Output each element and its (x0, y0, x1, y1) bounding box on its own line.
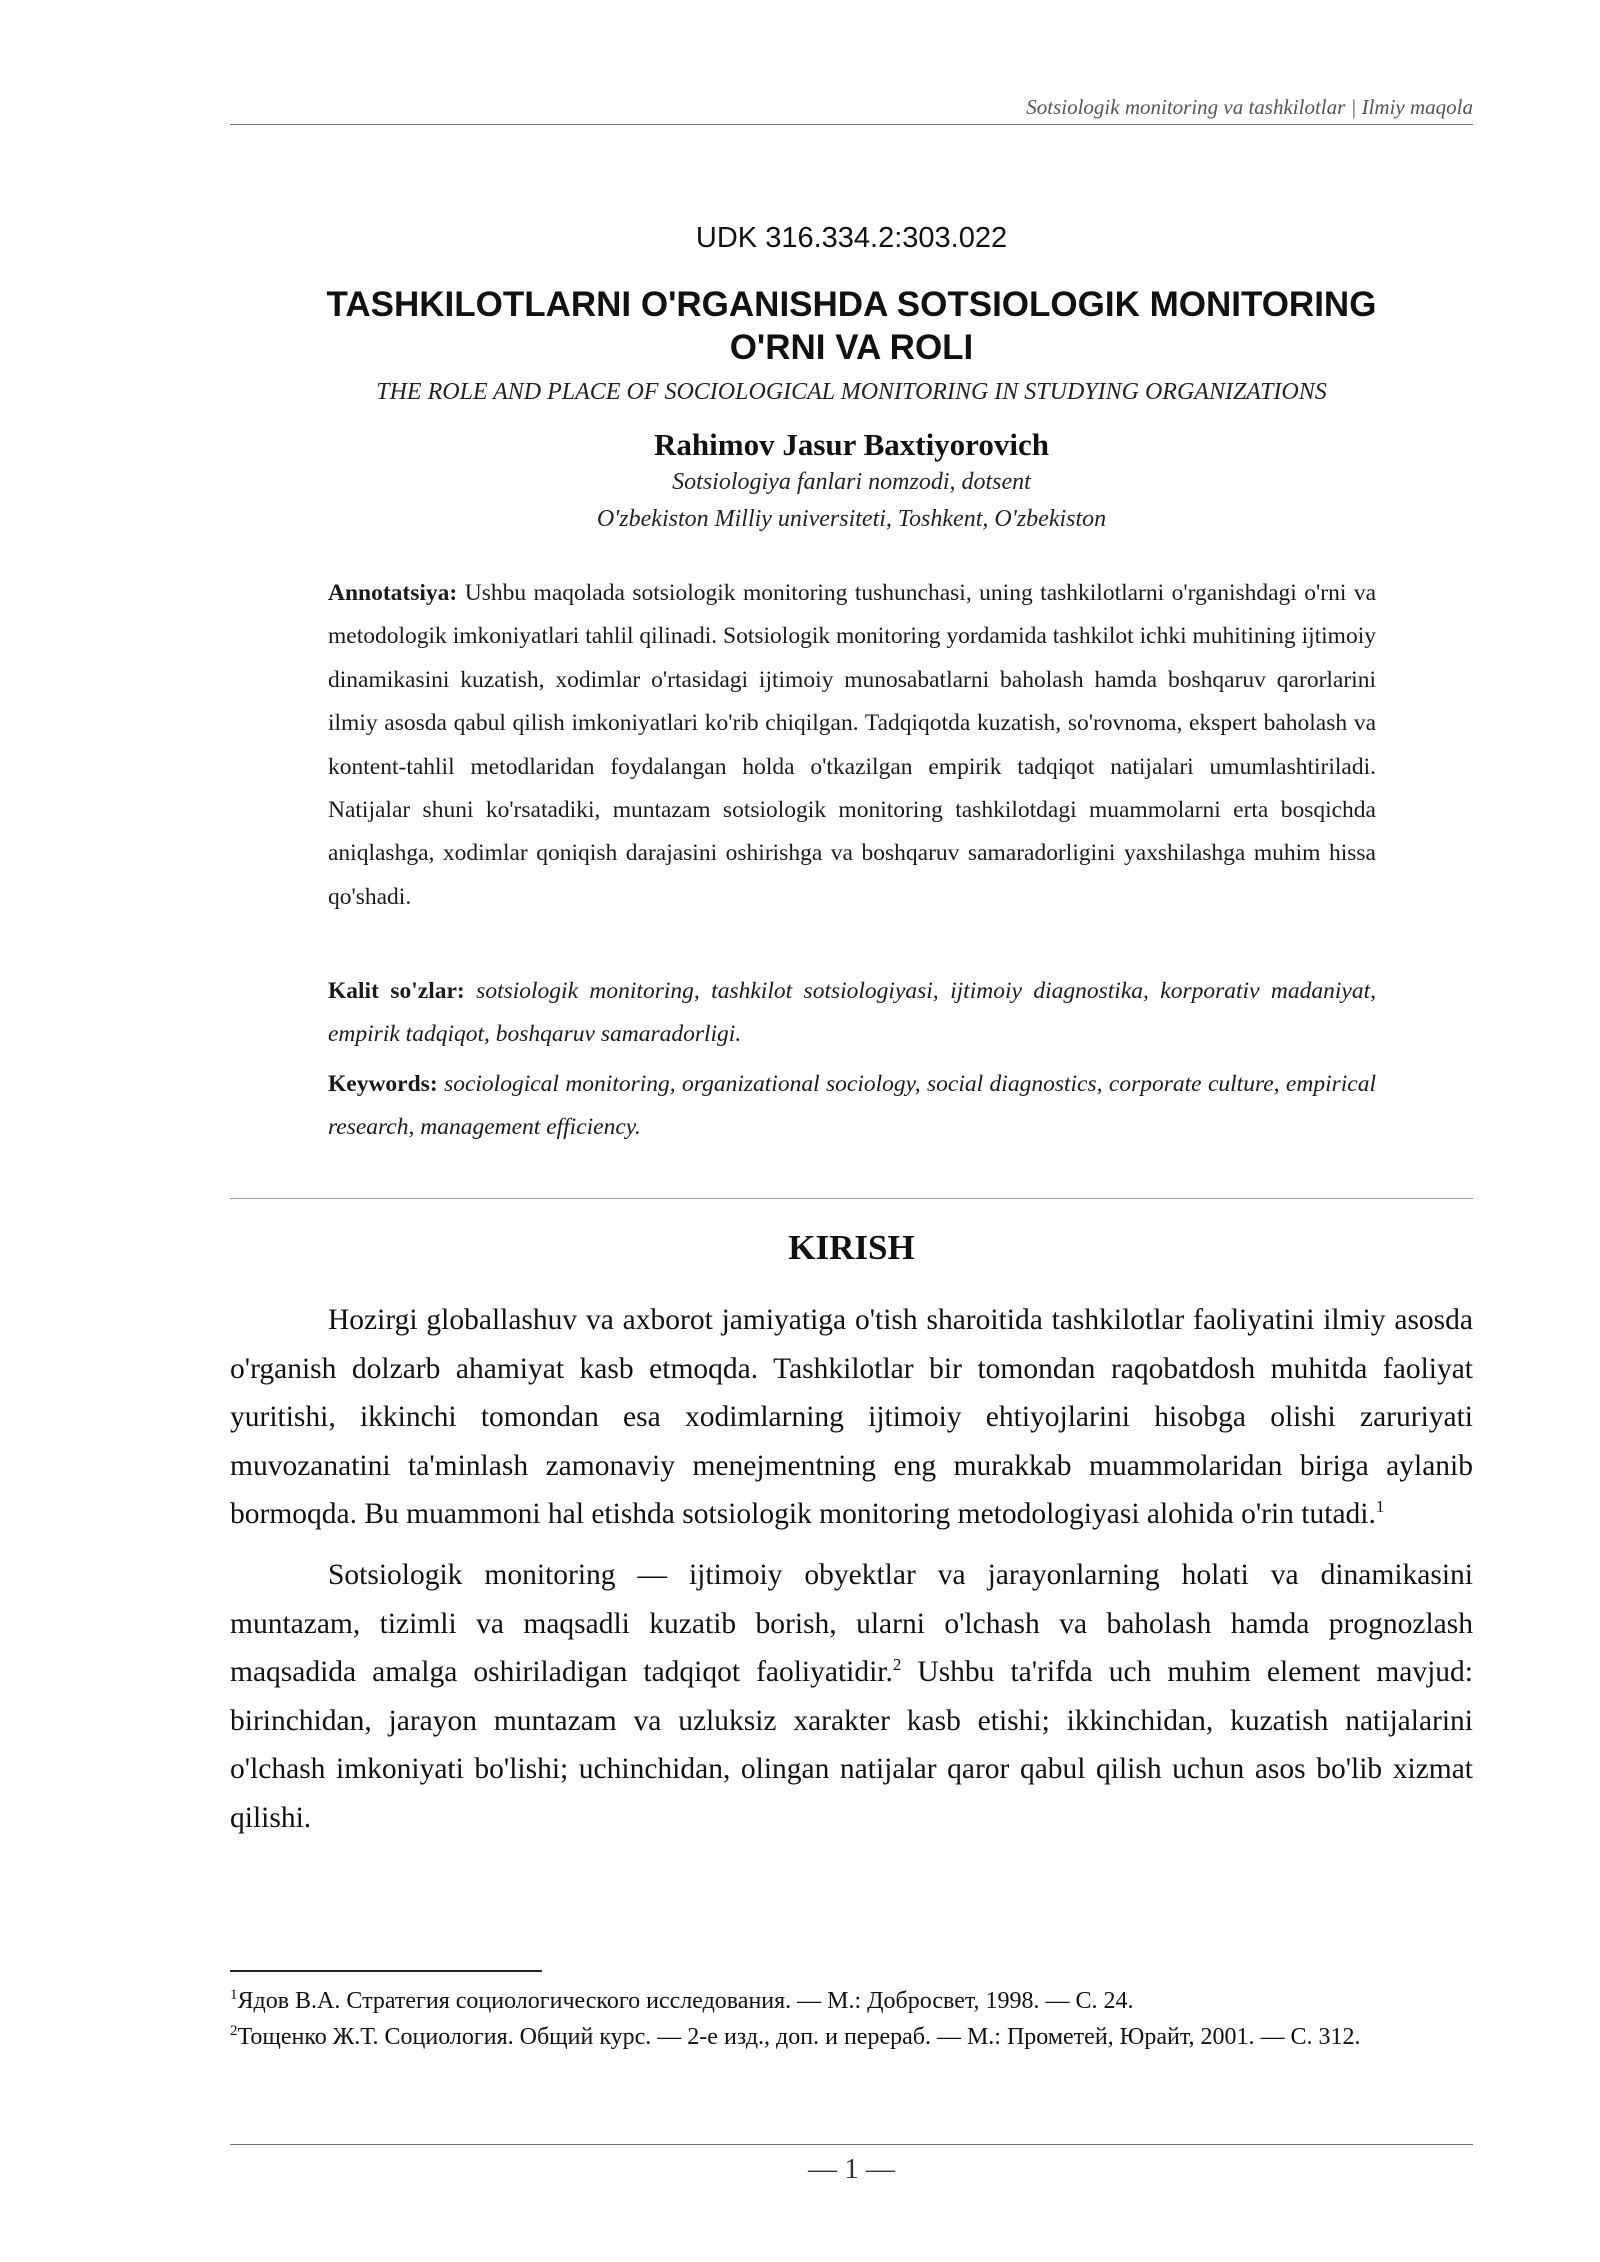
udk-code: UDK 316.334.2:303.022 (695, 222, 1008, 254)
article-title (230, 283, 1473, 369)
article-title-line-1: TASHKILOTLARNI O'RGANISHDA SOTSIOLOGIK MONITORING (326, 285, 1377, 324)
article-title-line-2: O'RNI VA ROLI (729, 328, 974, 367)
abstract-text: Ushbu maqolada sotsiologik monitoring tushunchasi, uning tashkilotlarni o'rganishdagi o'rni va metodologik imkoniyatlari tahlil qilinadi. Sotsiologik monitoring yordamida tashkilot ichki muhitining ijtimoiy dinamikasini kuzatish, xodimlar o'rtasidagi ijtimoiy munosabatlarni baholash hamda boshqaruv qarorlarini ilmiy asosda qabul qilish imkoniyatlari ko'rib chiqilgan. Tadqiqotda kuzatish, so'rovnoma, ekspert baholash va kontent-tahlil metodlaridan foydalangan holda o'tkazilgan empirik tadqiqot natijalari umumlashtiriladi. Natijalar shuni ko'rsatadiki, muntazam sotsiologik monitoring tashkilotdagi muammolarni erta bosqichda aniqlashga, xodimlar qoniqish darajasini oshirishga va boshqaruv samaradorligini yaxshilashga muhim hissa qo'shadi. (328, 580, 1377, 910)
footnote-1-text: Ядов В.А. Стратегия социологического исследования. — М.: Добросвет, 1998. — С. 24. (237, 1988, 1134, 2014)
footnote-2-number: 2 (230, 2023, 238, 2039)
section-heading: KIRISH (788, 1228, 915, 1267)
footnote-ref-2[interactable]: 2 (892, 1655, 902, 1675)
keywords-uz-label: Kalit so'zlar: (328, 978, 465, 1004)
keywords-en-text: sociological monitoring, organizational sociology, social diagnostics, corporate culture, empirical research, management efficiency. (328, 1071, 1376, 1140)
footnote-divider (230, 1970, 542, 1972)
keywords-uz-text: sotsiologik monitoring, tashkilot sotsiologiyasi, ijtimoiy diagnostika, korporativ madaniyat, empirik tadqiqot, boshqaruv samaradorligi. (328, 978, 1377, 1047)
abstract-label: Annotatsiya: (328, 580, 458, 606)
footnote-ref-1[interactable]: 1 (1375, 1497, 1385, 1517)
running-head: Sotsiologik monitoring va tashkilotlar | Ilmiy maqola (1026, 95, 1473, 119)
author-affiliation: O'zbekiston Milliy universiteti, Toshkent, O'zbekiston (596, 506, 1107, 532)
footnote-1-number: 1 (230, 1987, 238, 2003)
footnote-2-text: Тощенко Ж.Т. Социология. Общий курс. — 2-е изд., доп. и перераб. — М.: Прометей, Юрайт, 2001. — С. 312. (237, 2024, 1361, 2050)
paragraph-1-text: Hozirgi globallashuv va axborot jamiyatiga o'tish sharoitida tashkilotlar faoliyatini ilmiy asosda o'rganish dolzarb ahamiyat kasb etmoqda. Tashkilotlar bir tomondan raqobatdosh muhitda faoliyat yuritishi, ikkinchi tomondan esa xodimlarning ijtimoiy ehtiyojlarini hisobga olishi zaruriyati muvozanatini ta'minlash zamonaviy menejmentning eng murakkab muammolaridan biriga aylanib bormoqda. Bu muammoni hal etishda sotsiologik monitoring metodologiyasi alohida o'rin tutadi. (230, 1304, 1473, 1531)
abstract (328, 572, 1376, 919)
footnote-2 (230, 2016, 1473, 2052)
footer-divider (230, 2144, 1473, 2145)
author-degree: Sotsiologiya fanlari nomzodi, dotsent (672, 469, 1031, 495)
paragraph-1 (230, 1296, 1473, 1539)
keywords-uz (328, 970, 1376, 1056)
paragraph-2 (230, 1551, 1473, 1843)
paragraph-2-text-a: Sotsiologik monitoring — ijtimoiy obyektlar va jarayonlarning holati va dinamikasini muntazam, tizimli va maqsadli kuzatib borish, ularni o'lchash va baholash hamda prognozlash maqsadida amalga oshiriladigan tadqiqot faoliyatidir. (230, 1558, 1473, 1689)
keywords-en (328, 1063, 1376, 1149)
page-number: — 1 — (808, 2153, 895, 2185)
section-divider (230, 1198, 1473, 1199)
keywords-en-label: Keywords: (328, 1071, 438, 1097)
footnote-1 (230, 1980, 1473, 2016)
paragraph-2-text-b: Ushbu ta'rifda uch muhim element mavjud: birinchidan, jarayon muntazam va uzluksiz xarakter kasb etishi; ikkinchidan, kuzatish natijalarini o'lchash imkoniyati bo'lishi; uchinchidan, olingan natijalar qaror qabul qilish uchun asos bo'lib xizmat qilishi. (230, 1656, 1473, 1834)
article-body (230, 1296, 1473, 1855)
english-title: THE ROLE AND PLACE OF SOCIOLOGICAL MONITORING IN STUDYING ORGANIZATIONS (376, 379, 1327, 405)
header-divider (230, 124, 1473, 125)
author-name: Rahimov Jasur Baxtiyorovich (654, 427, 1049, 462)
footnotes (230, 1980, 1473, 2052)
